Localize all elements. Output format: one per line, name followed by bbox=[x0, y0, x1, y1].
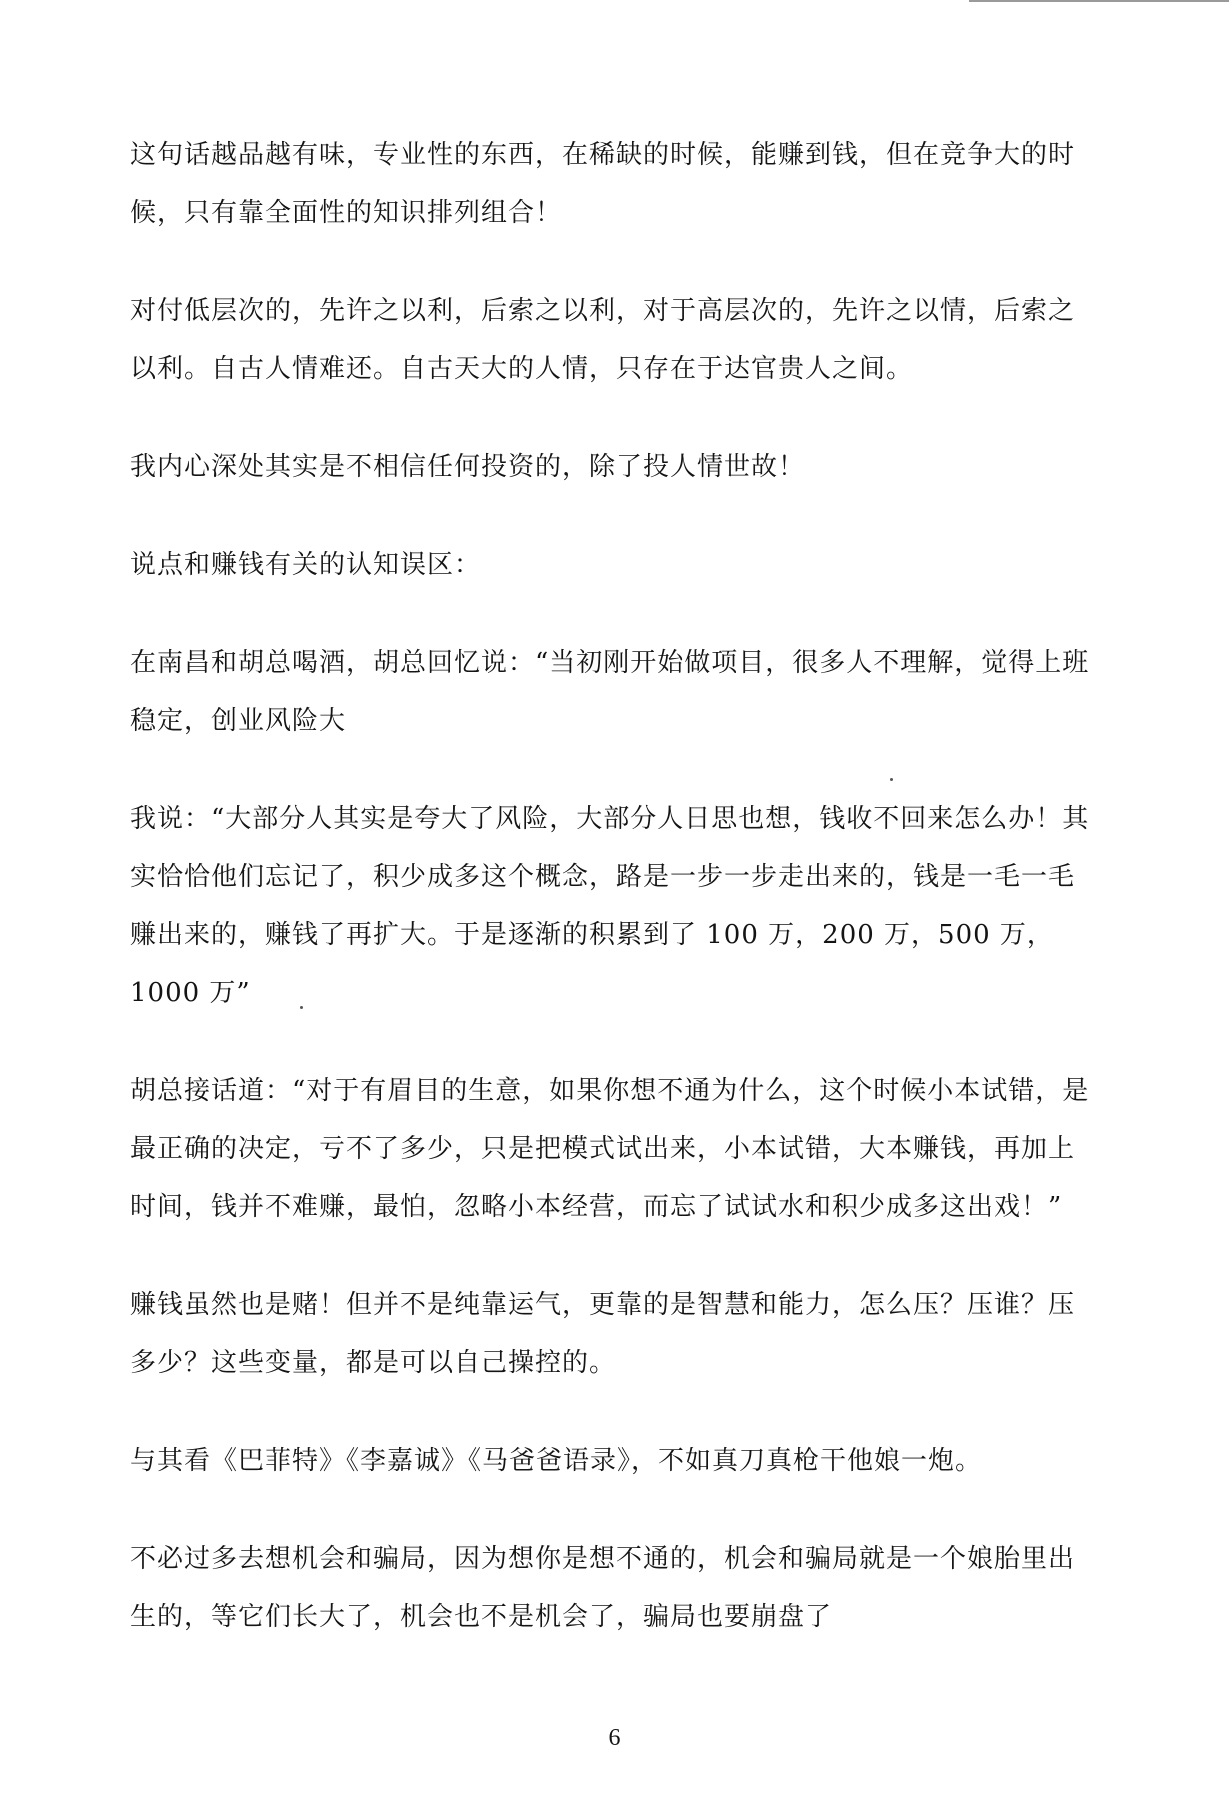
paragraph-10: 不必过多去想机会和骗局，因为想你是想不通的，机会和骗局就是一个娘胎里出生的，等它们长大了，机会也不是机会了，骗局也要崩盘了 bbox=[130, 1544, 1076, 1632]
paragraph-3: 我内心深处其实是不相信任何投资的，除了投人情世故！ bbox=[130, 452, 806, 482]
paragraph-1: 这句话越品越有味，专业性的东西，在稀缺的时候，能赚到钱，但在竞争大的时候，只有靠全面性的知识排列组合！ bbox=[130, 140, 1076, 228]
page-number: 6 bbox=[608, 1725, 621, 1751]
paragraph-6: 我说：“大部分人其实是夸大了风险，大部分人日思也想，钱收不回来怎么办！其实恰恰他们忘记了，积少成多这个概念，路是一步一步走出来的，钱是一毛一毛赚出来的，赚钱了再扩大。于是逐渐的积累到了 100 万，200 万，500 万，1000 万” bbox=[130, 804, 1090, 1008]
page-content bbox=[130, 126, 1100, 1686]
paragraph-4: 说点和赚钱有关的认知误区： bbox=[130, 550, 482, 580]
paragraph-5: 在南昌和胡总喝酒，胡总回忆说：“当初刚开始做项目，很多人不理解，觉得上班稳定，创业风险大 bbox=[130, 648, 1090, 736]
scan-speck bbox=[890, 778, 893, 781]
top-rule bbox=[969, 0, 1229, 2]
paragraph-7: 胡总接话道：“对于有眉目的生意，如果你想不通为什么，这个时候小本试错，是最正确的决定，亏不了多少，只是把模式试出来，小本试错，大本赚钱，再加上时间，钱并不难赚，最怕，忽略小本经营，而忘了试试水和积少成多这出戏！” bbox=[130, 1076, 1090, 1222]
scan-speck bbox=[300, 1006, 303, 1009]
paragraph-9: 与其看《巴菲特》《李嘉诚》《马爸爸语录》，不如真刀真枪干他娘一炮。 bbox=[130, 1446, 983, 1476]
paragraph-2: 对付低层次的，先许之以利，后索之以利，对于高层次的，先许之以情，后索之以利。自古人情难还。自古天大的人情，只存在于达官贵人之间。 bbox=[130, 296, 1076, 384]
paragraph-8: 赚钱虽然也是赌！但并不是纯靠运气，更靠的是智慧和能力，怎么压？压谁？压多少？这些变量，都是可以自己操控的。 bbox=[130, 1290, 1076, 1378]
